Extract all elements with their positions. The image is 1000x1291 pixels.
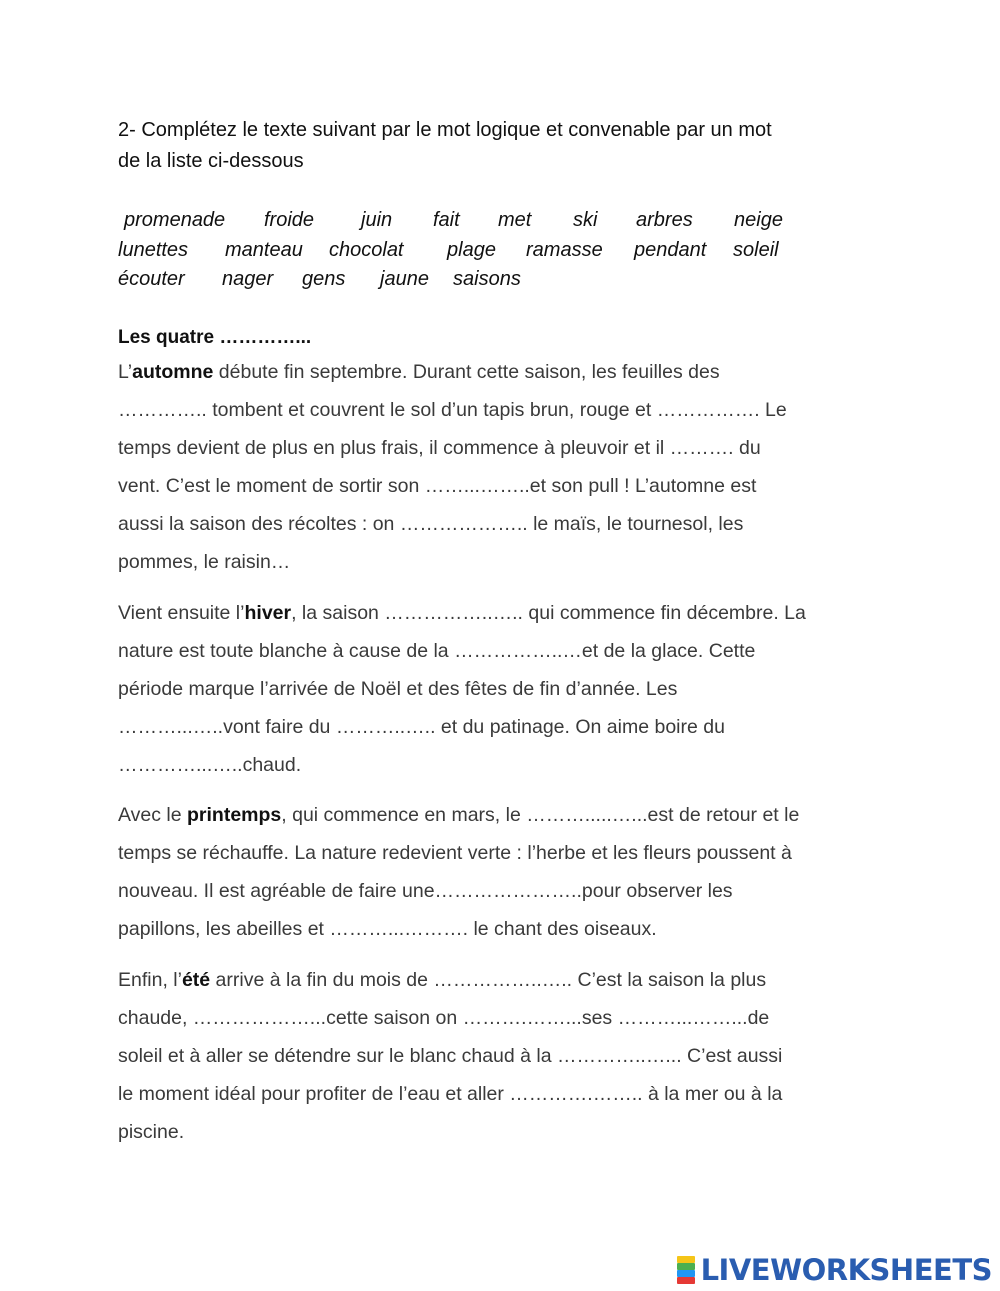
paragraph-line: L’automne débute fin septembre. Durant cette saison, les feuilles des [118, 361, 720, 383]
word-bank-item: promenade [124, 209, 226, 231]
instruction-line-2: de la liste ci-dessous [118, 150, 304, 172]
word-bank-item: saisons [453, 268, 521, 290]
word-bank-item: nager [222, 268, 274, 290]
word-bank-item: froide [264, 209, 315, 231]
paragraph-line: le moment idéal pour profiter de l’eau et aller ………….…….. à la mer ou à la [118, 1083, 783, 1105]
word-bank-item: soleil [733, 239, 779, 261]
paragraph-line: Vient ensuite l’hiver, la saison ……………..….. qui commence fin décembre. La [118, 602, 806, 624]
paragraph-line: piscine. [118, 1121, 185, 1143]
liveworksheets-logo-text: LIVEWORKSHEETS [700, 1253, 992, 1287]
paragraph-line: ………...…..vont faire du ………..….. et du patinage. On aime boire du [118, 716, 725, 738]
instruction-line-1: 2- Complétez le texte suivant par le mot logique et convenable par un mot [118, 119, 772, 141]
paragraph-line: Avec le printemps, qui commence en mars, le ……….....…...est de retour et le [118, 804, 800, 826]
word-bank-item: pendant [634, 239, 707, 261]
paragraph-line: vent. C’est le moment de sortir son ……...……..et son pull ! L’automne est [118, 475, 757, 497]
paragraph-line: ………….. tombent et couvrent le sol d’un tapis brun, rouge et ……………. Le [118, 399, 787, 421]
season-keyword: hiver [244, 602, 292, 624]
word-bank-item: fait [433, 209, 460, 231]
season-keyword: printemps [187, 804, 282, 826]
word-bank-item: arbres [636, 209, 693, 231]
word-bank-item: lunettes [118, 239, 189, 261]
word-bank-item: gens [302, 268, 346, 290]
paragraph-line: Enfin, l’été arrive à la fin du mois de ……………..….. C’est la saison la plus [118, 969, 767, 991]
paragraph-line: nature est toute blanche à cause de la ……………..…et de la glace. Cette [118, 640, 756, 662]
paragraph-line: temps devient de plus en plus frais, il commence à pleuvoir et il ………. du [118, 437, 761, 459]
word-bank-item: chocolat [329, 239, 404, 261]
season-keyword: automne [132, 361, 214, 383]
paragraph-line: chaude, ………………...cette saison on ……….……...ses ………...……...de [118, 1007, 770, 1029]
paragraph-line: soleil et à aller se détendre sur le blanc chaud à la …………..…... C’est aussi [118, 1045, 783, 1067]
paragraph-line: nouveau. Il est agréable de faire une…………………..pour observer les [118, 880, 733, 902]
paragraph-line: période marque l’arrivée de Noël et des fêtes de fin d’année. Les [118, 678, 678, 700]
word-bank-item: met [498, 209, 532, 231]
word-bank-item: neige [734, 209, 783, 231]
word-bank-item: ski [573, 209, 598, 231]
paragraph-line: temps se réchauffe. La nature redevient verte : l’herbe et les fleurs poussent à [118, 842, 792, 864]
season-keyword: été [181, 969, 211, 991]
word-bank-item: écouter [118, 268, 185, 290]
word-bank-item: manteau [225, 239, 303, 261]
word-bank-item: juin [361, 209, 393, 231]
word-bank-item: plage [447, 239, 496, 261]
text-heading: Les quatre …………... [118, 327, 312, 348]
word-bank-item: ramasse [526, 239, 603, 261]
paragraph-line: papillons, les abeilles et ………...………. le chant des oiseaux. [118, 918, 657, 940]
liveworksheets-logo-icon [677, 1256, 699, 1284]
paragraph-line: …………...…..chaud. [118, 754, 302, 776]
paragraph-line: aussi la saison des récoltes : on ……………….. le maïs, le tournesol, les [118, 513, 744, 535]
liveworksheets-logo [677, 1254, 992, 1286]
word-bank-item: jaune [380, 268, 429, 290]
paragraph-line: pommes, le raisin… [118, 551, 291, 573]
